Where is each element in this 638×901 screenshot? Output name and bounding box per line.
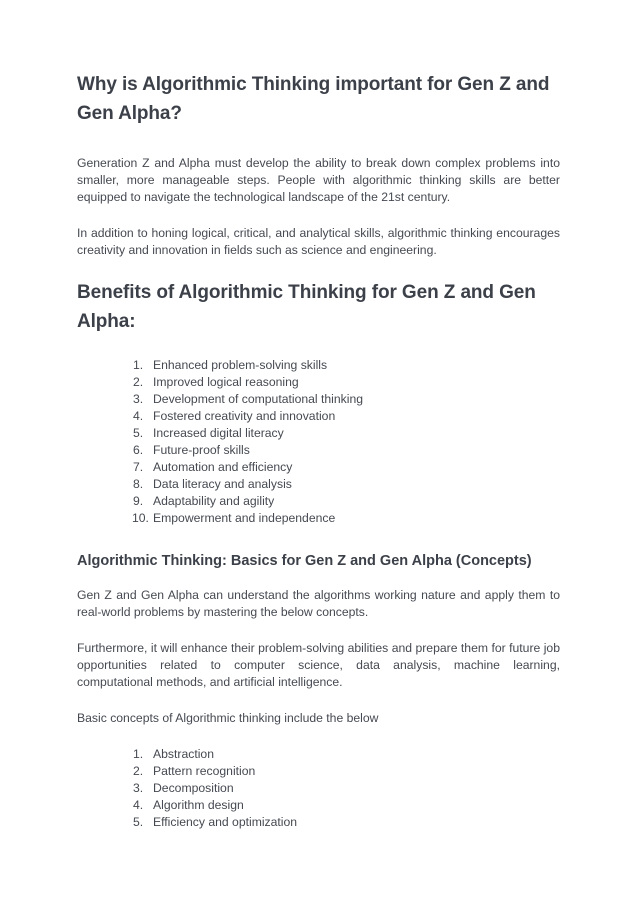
section-heading-basics-concepts: Algorithmic Thinking: Basics for Gen Z and Gen Alpha (Concepts): [77, 553, 532, 569]
benefits-list: [77, 357, 560, 527]
list-item: 1. Abstraction: [133, 747, 214, 761]
list-item: 7. Automation and efficiency: [133, 460, 293, 474]
paragraph-enhance-abilities: Furthermore, it will enhance their problem-solving abilities and prepare them for future job opportunities related to computer science, data analysis, machine learning, computational methods, and artificial intelligence.: [77, 641, 560, 689]
list-item: 5. Increased digital literacy: [133, 426, 284, 440]
document-page: [77, 70, 560, 831]
list-item: 8. Data literacy and analysis: [133, 477, 292, 491]
list-item: 6. Future-proof skills: [133, 443, 250, 457]
list-item: 4. Fostered creativity and innovation: [133, 409, 336, 423]
concepts-list: [77, 746, 560, 831]
paragraph-understand-algorithms: Gen Z and Gen Alpha can understand the algorithms working nature and apply them to real-world problems by mastering the below concepts.: [77, 588, 560, 619]
section-heading-benefits: Benefits of Algorithmic Thinking for Gen Z and Gen Alpha:: [77, 282, 536, 332]
list-item: 5. Efficiency and optimization: [133, 815, 298, 829]
paragraph-basic-concepts-intro: Basic concepts of Algorithmic thinking include the below: [77, 711, 379, 725]
paragraph-logical-critical-skills: In addition to honing logical, critical, and analytical skills, algorithmic thinking encourages creativity and innovation in fields such as science and engineering.: [77, 226, 560, 257]
section-heading-why-important: Why is Algorithmic Thinking important for Gen Z and Gen Alpha?: [77, 74, 550, 124]
list-item: 2. Improved logical reasoning: [133, 375, 299, 389]
list-item: 9. Adaptability and agility: [133, 494, 275, 508]
list-item: 1. Enhanced problem-solving skills: [133, 358, 328, 372]
list-item: 3. Development of computational thinking: [133, 392, 364, 406]
list-item: 3. Decomposition: [133, 781, 234, 795]
paragraph-gen-z-alpha-skills: Generation Z and Alpha must develop the ability to break down complex problems into smaller, more manageable steps. People with algorithmic thinking skills are better equipped to navigate the technological landscape of the 21st century.: [77, 156, 560, 204]
list-item: 2. Pattern recognition: [133, 764, 256, 778]
list-item: 10. Empowerment and independence: [132, 511, 336, 525]
list-item: 4. Algorithm design: [133, 798, 244, 812]
